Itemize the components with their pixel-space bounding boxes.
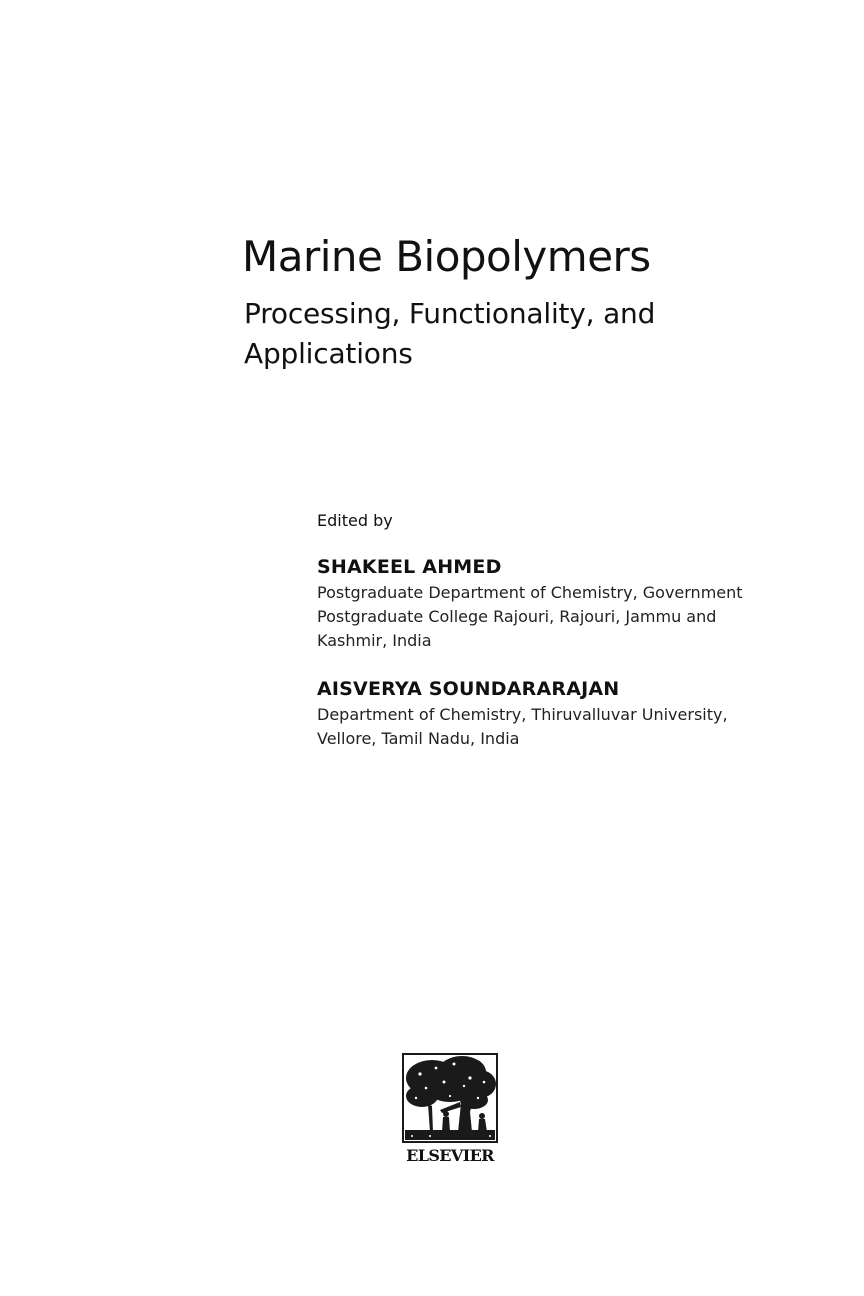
editor-affiliation: Department of Chemistry, Thiruvalluvar University, Vellore, Tamil Nadu, India xyxy=(317,705,728,748)
editor-affiliation: Postgraduate Department of Chemistry, Government Postgraduate College Rajouri, Rajouri, Jammu and Kashmir, India xyxy=(317,583,743,650)
book-subtitle: Processing, Functionality, and Applications xyxy=(244,297,656,370)
editor-name: AISVERYA SOUNDARARAJAN xyxy=(317,678,620,700)
editor-name: SHAKEEL AHMED xyxy=(317,556,502,578)
editor-block xyxy=(317,553,787,653)
edited-by-label: Edited by xyxy=(317,511,393,530)
publisher-name: ELSEVIER xyxy=(406,1146,494,1165)
editor-block xyxy=(317,675,787,751)
elsevier-tree-icon xyxy=(400,1052,500,1144)
book-title: Marine Biopolymers xyxy=(242,232,651,281)
publisher-logo xyxy=(396,1052,504,1172)
